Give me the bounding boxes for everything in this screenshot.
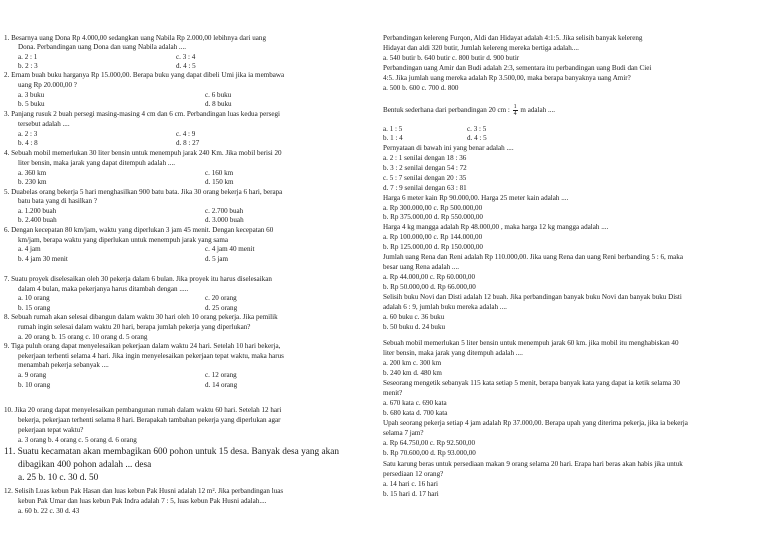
line-text: Sebuah mobil memerlukan 5 liter bensin untuk menempuh jarak 60 km. jika mobil itu menghabiskan 40: [383, 339, 679, 347]
text-line: [176, 62, 196, 71]
text-line: [4, 342, 280, 351]
line-text: a. 3 buku: [18, 91, 45, 99]
text-line: [383, 125, 402, 134]
text-line: [18, 285, 188, 294]
text-line: [383, 84, 458, 93]
text-line: [383, 323, 445, 332]
line-text: c. 12 orang: [205, 371, 237, 379]
text-line: [383, 184, 467, 193]
line-text: d. 8 buku: [205, 100, 232, 108]
text-line: [383, 490, 439, 499]
fraction: [513, 104, 518, 117]
line-text: uang Rp 20.000,00 ?: [18, 81, 77, 89]
text-line: [205, 371, 237, 380]
text-line: [383, 470, 443, 479]
text-line: [4, 226, 273, 235]
line-text: 8. Sebuah rumah akan selesai dibangun dalam waktu 30 hari oleh 10 orang pekerja. Jika pemilik: [4, 313, 278, 321]
line-text: d. 4 : 5: [467, 134, 487, 142]
text-line: [18, 507, 79, 516]
line-text: Satu karung beras untuk persediaan makan 9 orang selama 20 hari. Erapa hari beras akan habis jika untuk: [383, 460, 683, 468]
line-text: a. 360 km: [18, 169, 47, 177]
text-line: [205, 100, 232, 109]
line-text: adalah 6 : 9, jumlah buku mereka adalah ....: [383, 303, 507, 311]
text-line: [18, 178, 47, 187]
text-line: [18, 459, 151, 471]
line-text: Harga 6 meter kain Rp 90.000,00. Harga 25 meter kain adalah ....: [383, 194, 569, 202]
line-text: pekerjaan tepat waktu?: [18, 426, 84, 434]
line-text: a. Rp 300.000,00 c. Rp 500.000,00: [383, 204, 483, 212]
line-text: 10. Jika 20 orang dapat menyelesaikan pembangunan rumah dalam waktu 60 hari. Setelah 12 hari: [4, 406, 282, 414]
text-line: [467, 134, 487, 143]
text-line: [18, 81, 77, 90]
text-line: [18, 255, 68, 264]
line-text: pekerjaan terhenti selama 4 hari. Jika ingin menyelesaikan pekerjaan tepat waktu, maka harus: [18, 352, 284, 360]
line-text: liter bensin, maka jarak yang dapat ditempuh adalah ....: [18, 159, 175, 167]
text-line: [205, 381, 237, 390]
line-text: a. 14 hari c. 16 hari: [383, 480, 438, 488]
text-line: [4, 34, 266, 43]
text-line: [18, 333, 147, 342]
text-line: [383, 419, 688, 428]
line-text: liter bensin, maka jarak yang ditempuh adalah ....: [383, 349, 523, 357]
text-line: [383, 313, 444, 322]
text-line: [18, 120, 70, 129]
line-text: dibagikan 400 pohon adalah ... desa: [18, 460, 152, 470]
line-text: kebun Pak Umar dan luas kebun Pak Indra adalah 7 : 5, luas kebun Pak Husni adalah....: [18, 497, 267, 505]
line-text: Dona. Perbandingan uang Dona dan uang Nabila adalah ....: [18, 43, 187, 51]
text-line: [383, 263, 459, 272]
text-line: [18, 381, 50, 390]
line-text: c. 160 km: [205, 169, 234, 177]
line-text: c. 3 : 5: [467, 125, 487, 133]
text-line: [383, 399, 447, 408]
text-line: [383, 104, 555, 117]
line-text: d. 5 jam: [205, 255, 229, 263]
text-line: [4, 149, 282, 158]
text-line: [383, 223, 608, 232]
text-line: [383, 44, 579, 53]
text-line: [18, 169, 46, 178]
line-text: a. 9 orang: [18, 371, 47, 379]
line-text: 1. Besarnya uang Dona Rp 4.000,00 sedangkan uang Nabila Rp 2.000,00 lebihnya dari uang: [4, 34, 267, 42]
text-line: [383, 213, 483, 222]
line-text: a. 2 : 3: [18, 130, 38, 138]
line-text: d. 8 : 27: [176, 139, 200, 147]
text-line: [383, 460, 683, 469]
line-text: 2. Ernam buah buku harganya Rp 15.000,00. Berapa buku yang dapat dibeli Umi jika ia membawa: [4, 71, 285, 79]
line-text: a. 500 b. 600 c. 700 d. 800: [383, 84, 459, 92]
line-text: b. 680 kata d. 700 kata: [383, 409, 448, 417]
line-text: selama 7 jam?: [383, 429, 424, 437]
fraction-denominator: 4: [513, 111, 517, 117]
text-line: [4, 313, 278, 322]
text-line: [383, 34, 642, 43]
line-text: d. 14 orang: [205, 381, 238, 389]
line-text: a. Rp 44.000,00 c. Rp 60.000,00: [383, 273, 476, 281]
text-line: [18, 130, 37, 139]
text-line: [18, 236, 228, 245]
line-text: b. 1 : 4: [383, 134, 403, 142]
line-text: c. 3 : 4: [176, 53, 196, 61]
text-line: [383, 409, 447, 418]
line-text: c. 2.700 buah: [205, 207, 244, 215]
text-line: [467, 125, 486, 134]
line-text: b. 240 km d. 480 km: [383, 369, 442, 377]
line-text: a. 10 orang: [18, 294, 50, 302]
text-line: [383, 303, 507, 312]
line-text: d. 7 : 9 senilai dengan 63 : 81: [383, 184, 467, 192]
line-text: Selisih buku Novi dan Disti adalah 12 buah. Jika perbandingan banyak buku Novi dan banyak buku Disti: [383, 293, 682, 301]
text-line: [18, 43, 186, 52]
line-text: a. 540 butir b. 640 butir c. 800 butir d. 900 butir: [383, 54, 520, 62]
line-text: Perbandingan uang Amir dan Budi adalah 2:3, sementara itu perbandingan uang Budi dan Ciei: [383, 64, 652, 72]
line-text: d. 150 km: [205, 178, 234, 186]
text-line: [383, 339, 679, 348]
text-line: [18, 371, 46, 380]
line-text: b. Rp 125.000,00 d. Rp 150.000,00: [383, 243, 483, 251]
line-text: Upah seorang pekerja setiap 4 jam adalah Rp 37.000,00. Berapa upah yang diterima pekerja, jika ia bekerja: [383, 419, 688, 427]
text-line: [18, 62, 38, 71]
line-text: b. 15 orang: [18, 304, 51, 312]
text-line: [18, 352, 284, 361]
text-line: [18, 426, 83, 435]
line-text: a. 670 kata c. 690 kata: [383, 399, 447, 407]
text-line: [18, 245, 41, 254]
text-line: [18, 304, 50, 313]
line-text: c. 6 buku: [205, 91, 232, 99]
line-text: a. 200 km c. 300 km: [383, 359, 442, 367]
line-text: a. 2 : 1 senilai dengan 18 : 36: [383, 154, 467, 162]
line-text: menambah pekerja sebanyak ....: [18, 361, 109, 369]
line-text: a. Rp 100.000,00 c. Rp 144.000,00: [383, 233, 483, 241]
text-line: [4, 188, 282, 197]
line-text: menit?: [383, 389, 403, 397]
text-line: [4, 487, 283, 496]
line-text: b. 230 km: [18, 178, 47, 186]
text-line: [383, 134, 403, 143]
text-line: [18, 497, 266, 506]
text-line: [18, 436, 137, 445]
text-line: [176, 139, 199, 148]
text-line: [383, 64, 651, 73]
line-text: Jumlah uang Rena dan Reni adalah Rp 110.000,00. Jika uang Rena dan uang Reni berbanding 5 : 6, maka: [383, 253, 683, 261]
line-text: c. 20 orang: [205, 294, 237, 302]
line-text: 7. Suatu proyek diselesaikan oleh 30 pekerja dalam 6 bulan. Jika proyek itu harus diselesaikan: [4, 275, 272, 283]
text-line: [176, 53, 195, 62]
text-line: [205, 245, 254, 254]
text-line: [383, 273, 475, 282]
line-text: b. 5 buku: [18, 100, 45, 108]
line-text: a. 25 b. 10 c. 30 d. 50: [18, 473, 99, 483]
text-line: [383, 233, 482, 242]
text-line: [205, 169, 233, 178]
text-line: [205, 91, 231, 100]
line-text: b. 4 jam 30 menit: [18, 255, 68, 263]
text-line: [383, 349, 523, 358]
line-text-continued: m adalah ....: [518, 106, 556, 115]
text-line: [383, 369, 442, 378]
line-text: besar uang Rena adalah ....: [383, 263, 460, 271]
text-line: [205, 207, 243, 216]
text-line: [383, 243, 483, 252]
text-line: [383, 174, 466, 183]
line-text: bekerja, pekerjaan terhenti selama 8 hari. Berapakah tambahan pekerja yang diperlukan agar: [18, 416, 281, 424]
text-line: [18, 139, 38, 148]
text-line: [18, 323, 250, 332]
text-line: [18, 216, 57, 225]
text-line: [4, 275, 272, 284]
line-text: a. 20 orang b. 15 orang c. 10 orang d. 5 orang: [18, 333, 148, 341]
line-text: 6. Dengan kecepatan 80 km/jam, waktu yang diperlukan 3 jam 45 menit. Dengan kecepatan 60: [4, 226, 274, 234]
line-text: d. 4 : 5: [176, 62, 196, 70]
text-line: [18, 197, 97, 206]
text-line: [18, 159, 175, 168]
line-text: b. 4 : 8: [18, 139, 38, 147]
line-text: a. 1.200 buah: [18, 207, 57, 215]
line-text: a. 3 orang b. 4 orang c. 5 orang d. 6 orang: [18, 436, 137, 444]
text-line: [18, 361, 109, 370]
line-text: b. Rp 70.600,00 d. Rp 93.000,00: [383, 449, 476, 457]
text-line: [383, 194, 568, 203]
text-line: [18, 416, 281, 425]
text-line: [18, 472, 98, 484]
line-text: rumah ingin selesai dalam waktu 20 hari, berapa jumlah pekerja yang diperlukan?: [18, 323, 251, 331]
text-line: [383, 154, 466, 163]
line-text: tersebut adalah ....: [18, 120, 70, 128]
text-line: [18, 207, 56, 216]
line-text: 9. Tiga puluh orang dapat menyelesaikan pekerjaan dalam waktu 24 hari. Setelah 10 hari bekerja,: [4, 342, 281, 350]
line-text: 5. Duabelas orang bekerja 5 hari menghasilkan 900 batu bata. Jika 30 orang bekerja 6 hari, berapa: [4, 188, 283, 196]
text-line: [205, 178, 234, 187]
line-text: Perbandingan kelereng Furqon, Aldi dan Hidayat adalah 4:1:5. Jika selisih banyak kelereng: [383, 34, 643, 42]
line-text: a. 2 : 1: [18, 53, 38, 61]
text-line: [205, 255, 228, 264]
line-text: a. 1 : 5: [383, 125, 403, 133]
line-text: b. 50 buku d. 24 buku: [383, 323, 446, 331]
line-text: 4. Sebuah mobil memerlukan 30 liter bensin untuk menempuh jarak 240 Km. Jika mobil berisi 20: [4, 149, 282, 157]
text-line: [176, 130, 195, 139]
line-text: b. 10 orang: [18, 381, 51, 389]
text-line: [383, 204, 482, 213]
line-text: c. 4 : 9: [176, 130, 196, 138]
line-text: 3. Panjang rusuk 2 buah persegi masing-masing 4 cm dan 6 cm. Perbandingan luas kedua persegi: [4, 110, 281, 118]
text-line: [383, 253, 683, 262]
line-text: 4:5. Jika jumlah uang mereka adalah Rp 3.500,00, maka berapa banyaknya uang Amir?: [383, 74, 631, 82]
line-text: Harga 4 kg mangga adalah Rp 48.000,00 , maka harga 12 kg mangga adalah ....: [383, 223, 609, 231]
line-text: Hidayat dan aldi 320 butir, Jumlah kelereng mereka bertiga adalah....: [383, 44, 579, 52]
line-text: km/jam, berapa waktu yang diperlukan untuk menempuh jarak yang sama: [18, 236, 228, 244]
text-line: [383, 144, 514, 153]
text-line: [383, 379, 680, 388]
text-line: [383, 359, 441, 368]
text-line: [18, 100, 45, 109]
text-line: [18, 294, 50, 303]
text-line: [18, 91, 44, 100]
line-text: b. 2 : 3: [18, 62, 38, 70]
line-text: Seseorang mengetik sebanyak 115 kata setiap 5 menit, berapa banyak kata yang dapat ia ketik selama 30: [383, 379, 680, 387]
line-text: Bentuk sederhana dari perbandingan 20 cm :: [383, 106, 512, 115]
line-text: persediaan 12 orang?: [383, 470, 444, 478]
text-line: [383, 74, 631, 83]
text-line: [383, 480, 438, 489]
text-line: [4, 406, 281, 415]
line-text: 12. Selisih Luas kebun Pak Hasan dan luas kebun Pak Husni adalah 12 m². Jika perbandingan luas: [4, 487, 284, 495]
text-line: [383, 164, 467, 173]
text-line: [205, 304, 237, 313]
line-text: a. Rp 64.750,00 c. Rp 92.500,00: [383, 439, 476, 447]
line-text: a. 60 b. 22 c. 30 d. 43: [18, 507, 80, 515]
text-line: [383, 389, 402, 398]
line-text: b. Rp 50.000,00 d. Rp 66.000,00: [383, 283, 476, 291]
text-line: [383, 293, 682, 302]
line-text: a. 60 buku c. 36 buku: [383, 313, 445, 321]
text-line: [383, 439, 475, 448]
text-line: [205, 216, 244, 225]
text-line: [205, 294, 237, 303]
line-text: 11. Suatu kecamatan akan membagikan 600 pohon untuk 15 desa. Banyak desa yang akan: [4, 447, 340, 457]
text-line: [18, 53, 37, 62]
text-line: [383, 449, 476, 458]
text-line: [383, 54, 519, 63]
fraction-numerator: 1: [513, 104, 517, 110]
line-text: d. 3.000 buah: [205, 216, 244, 224]
line-text: d. 25 orang: [205, 304, 238, 312]
line-text: b. Rp 375.000,00 d. Rp 550.000,00: [383, 213, 483, 221]
line-text: dalam 4 bulan, maka pekerjanya harus ditambah dengan .....: [18, 285, 189, 293]
text-line: [4, 71, 284, 80]
line-text: c. 4 jam 40 menit: [205, 245, 255, 253]
line-text: b. 2.400 buah: [18, 216, 57, 224]
text-line: [383, 283, 476, 292]
line-text: Pernyataan di bawah ini yang benar adalah ....: [383, 144, 514, 152]
text-line: [4, 446, 339, 458]
line-text: a. 4 jam: [18, 245, 41, 253]
line-text: b. 15 hari d. 17 hari: [383, 490, 439, 498]
line-text: c. 5 : 7 senilai dengan 20 : 35: [383, 174, 467, 182]
text-line: [383, 429, 424, 438]
line-text: b. 3 : 2 senilai dengan 54 : 72: [383, 164, 467, 172]
line-text: batu bata yang di hasilkan ?: [18, 197, 97, 205]
text-line: [4, 110, 280, 119]
